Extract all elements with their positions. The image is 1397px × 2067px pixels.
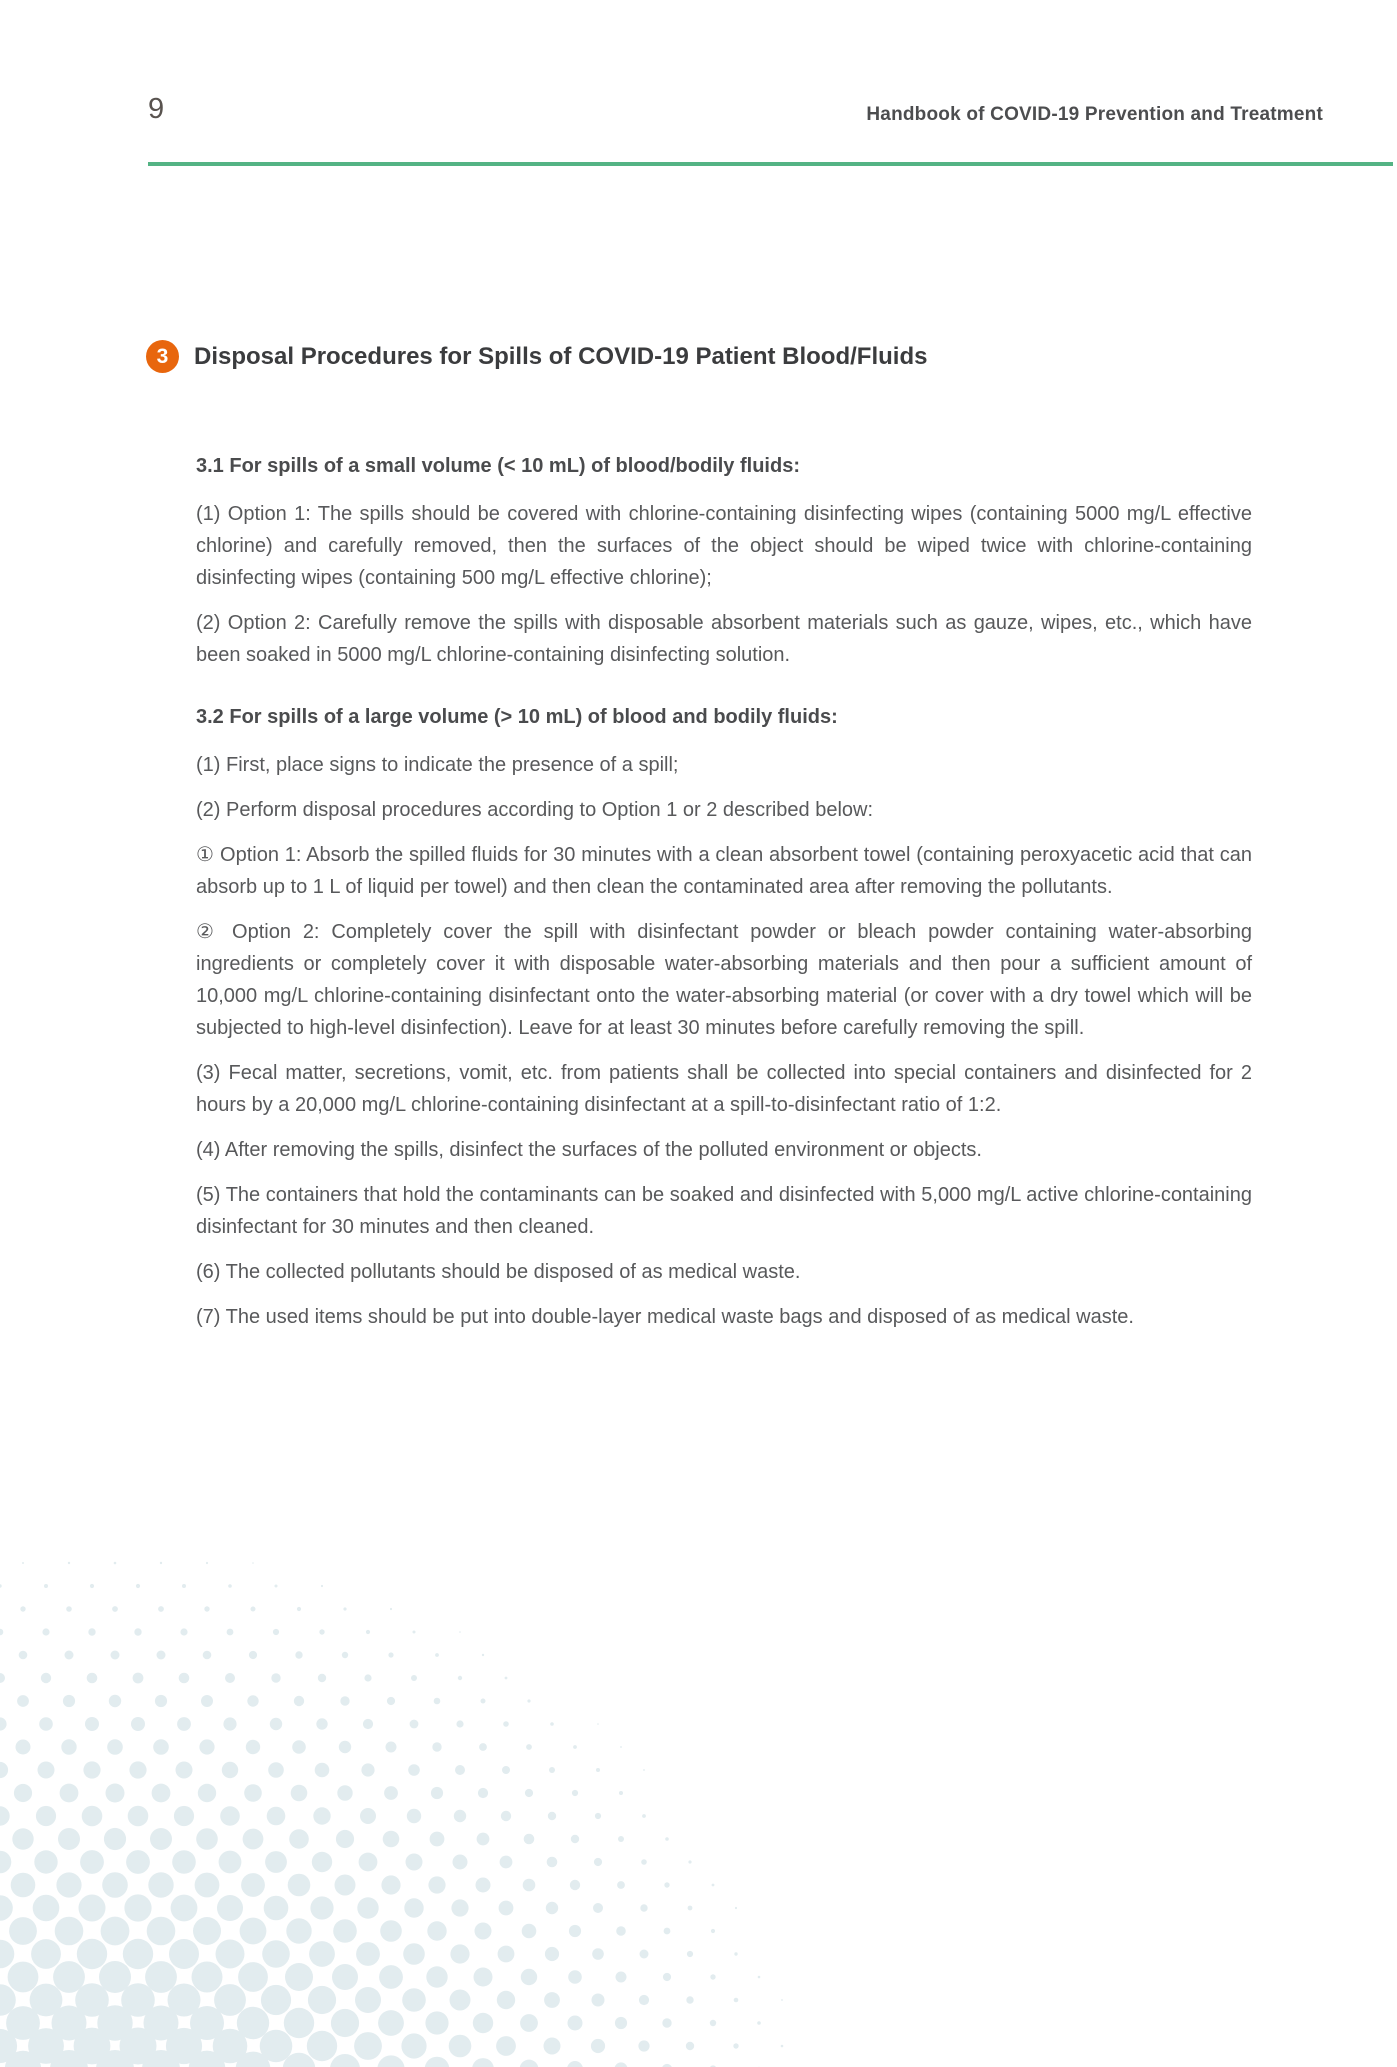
paragraph: (6) The collected pollutants should be disposed of as medical waste. (196, 1261, 801, 1283)
paragraph: (1) First, place signs to indicate the presence of a spill; (196, 754, 679, 776)
header-title: Handbook of COVID-19 Prevention and Treatment (866, 104, 1323, 125)
subsection-heading: 3.1 For spills of a small volume (< 10 mL) of blood/bodily fluids: (196, 455, 800, 477)
paragraph: (2) Option 2: Carefully remove the spills with disposable absorbent materials such as gauze, wipes, etc., which have been soaked in 5000 mg/L chlorine-containing disinfecting solution. (196, 612, 1252, 666)
halftone-dot-pattern (0, 1540, 840, 2067)
paragraph: (2) Perform disposal procedures according to Option 1 or 2 described below: (196, 799, 874, 821)
page-number: 9 (148, 93, 165, 125)
paragraph: (3) Fecal matter, secretions, vomit, etc. from patients shall be collected into special containers and disinfected for 2 hours by a 20,000 mg/L chlorine-containing disinfectant at a spill-to-disinfectant ratio of 1:2. (196, 1062, 1252, 1116)
paragraph: (4) After removing the spills, disinfect the surfaces of the polluted environment or objects. (196, 1139, 982, 1161)
paragraph: ② Option 2: Completely cover the spill with disinfectant powder or bleach powder containing water-absorbing ingredients or completely cover it with disposable water-absorbing materials and then pour a sufficient amount of 10,000 mg/L chlorine-containing disinfectant onto the water-absorbing material (or cover with a dry towel which will be subjected to high-level disinfection). Leave for at least 30 minutes before carefully removing the spill. (196, 921, 1252, 1039)
paragraph: (5) The containers that hold the contaminants can be soaked and disinfected with 5,000 mg/L active chlorine-containing disinfectant for 30 minutes and then cleaned. (196, 1184, 1252, 1238)
body-content (196, 450, 1252, 1346)
paragraph: (7) The used items should be put into double-layer medical waste bags and disposed of as medical waste. (196, 1306, 1134, 1328)
section-number-badge: 3 (146, 340, 179, 373)
paragraph: (1) Option 1: The spills should be covered with chlorine-containing disinfecting wipes (containing 5000 mg/L effective chlorine) and carefully removed, then the surfaces of the object should be wiped twice with chlorine-containing disinfecting wipes (containing 500 mg/L effective chlorine); (196, 503, 1252, 589)
subsection-heading: 3.2 For spills of a large volume (> 10 mL) of blood and bodily fluids: (196, 706, 838, 728)
section-title: Disposal Procedures for Spills of COVID-19 Patient Blood/Fluids (194, 342, 928, 370)
header-divider (148, 162, 1393, 166)
paragraph: ① Option 1: Absorb the spilled fluids for 30 minutes with a clean absorbent towel (containing peroxyacetic acid that can absorb up to 1 L of liquid per towel) and then clean the contaminated area after removing the pollutants. (196, 844, 1252, 898)
section-heading (146, 340, 927, 373)
